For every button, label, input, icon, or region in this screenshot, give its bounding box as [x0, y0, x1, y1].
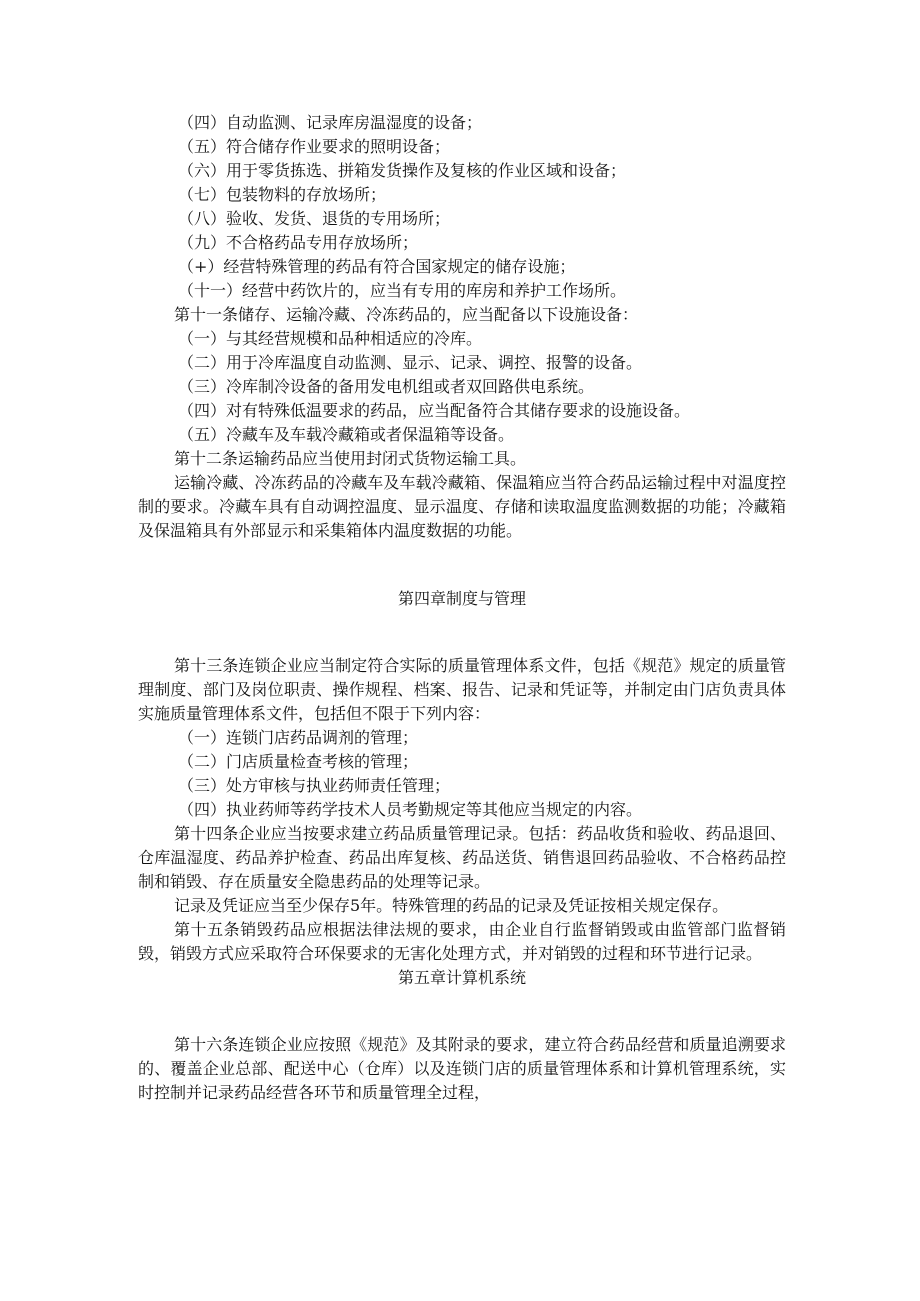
article-13: 第十三条连锁企业应当制定符合实际的质量管理体系文件，包括《规范》规定的质量管理制度、部门及岗位职责、操作规程、档案、报告、记录和凭证等，并制定由门店负责具体实施质量管理体系文件，包括但不限于下列内容：: [138, 656, 786, 723]
list-item: （十一）经营中药饮片的，应当有专用的库房和养护工作场所。: [178, 281, 627, 300]
list-item: （五）符合储存作业要求的照明设备；: [178, 137, 451, 156]
list-item: （七）包装物料的存放场所；: [178, 185, 387, 204]
list-item: （+）经营特殊管理的药品有符合国家规定的储存设施；: [178, 257, 576, 276]
article-14-paragraph: 记录及凭证应当至少保存5年。特殊管理的药品的记录及凭证按相关规定保存。: [174, 896, 729, 915]
list-item: （二）门店质量检查考核的管理；: [178, 752, 419, 771]
list-item: （三）处方审核与执业药师责任管理；: [178, 776, 451, 795]
list-item: （五）冷藏车及车载冷藏箱或者保温箱等设备。: [178, 425, 515, 444]
document-body: [138, 111, 786, 1105]
article-12-paragraph: 运输冷藏、冷冻药品的冷藏车及车载冷藏箱、保温箱应当符合药品运输过程中对温度控制的要求。冷藏车具有自动调控温度、显示温度、存储和读取温度监测数据的功能；冷藏箱及保温箱具有外部显示和采集箱体内温度数据的功能。: [138, 473, 786, 540]
list-item: （四）对有特殊低温要求的药品，应当配备符合其储存要求的设施设备。: [178, 401, 691, 420]
list-item: （四）自动监测、记录库房温湿度的设备；: [178, 113, 483, 132]
list-item: （一）与其经营规模和品种相适应的冷库。: [178, 329, 483, 348]
list-item: （四）执业药师等药学技术人员考勤规定等其他应当规定的内容。: [178, 800, 643, 819]
list-item: （三）冷库制冷设备的备用发电机组或者双回路供电系统。: [178, 377, 595, 396]
article-11: 第十一条储存、运输冷藏、冷冻药品的，应当配备以下设施设备：: [174, 305, 639, 324]
article-14: 第十四条企业应当按要求建立药品质量管理记录。包括：药品收货和验收、药品退回、仓库温湿度、药品养护检查、药品出库复核、药品送货、销售退回药品验收、不合格药品控制和销毁、存在质量安全隐患药品的处理等记录。: [138, 824, 786, 891]
list-item: （一）连锁门店药品调剂的管理；: [178, 728, 419, 747]
list-item: （二）用于冷库温度自动监测、显示、记录、调控、报警的设备。: [178, 353, 643, 372]
chapter-5-title: 第五章计算机系统: [397, 968, 526, 987]
list-item: （八）验收、发货、退货的专用场所；: [178, 209, 451, 228]
article-15: 第十五条销毁药品应根据法律法规的要求，由企业自行监督销毁或由监管部门监督销毁，销毁方式应采取符合环保要求的无害化处理方式，并对销毁的过程和环节进行记录。: [138, 920, 786, 963]
list-item: （九）不合格药品专用存放场所；: [178, 233, 419, 252]
article-16: 第十六条连锁企业应按照《规范》及其附录的要求，建立符合药品经营和质量追溯要求的、覆盖企业总部、配送中心（仓库）以及连锁门店的质量管理体系和计算机管理系统，实时控制并记录药品经营各环节和质量管理全过程，: [138, 1035, 786, 1102]
chapter-4-title: 第四章制度与管理: [397, 589, 526, 608]
list-item: （六）用于零货拣选、拼箱发货操作及复核的作业区域和设备；: [178, 161, 627, 180]
article-12: 第十二条运输药品应当使用封闭式货物运输工具。: [174, 449, 527, 468]
